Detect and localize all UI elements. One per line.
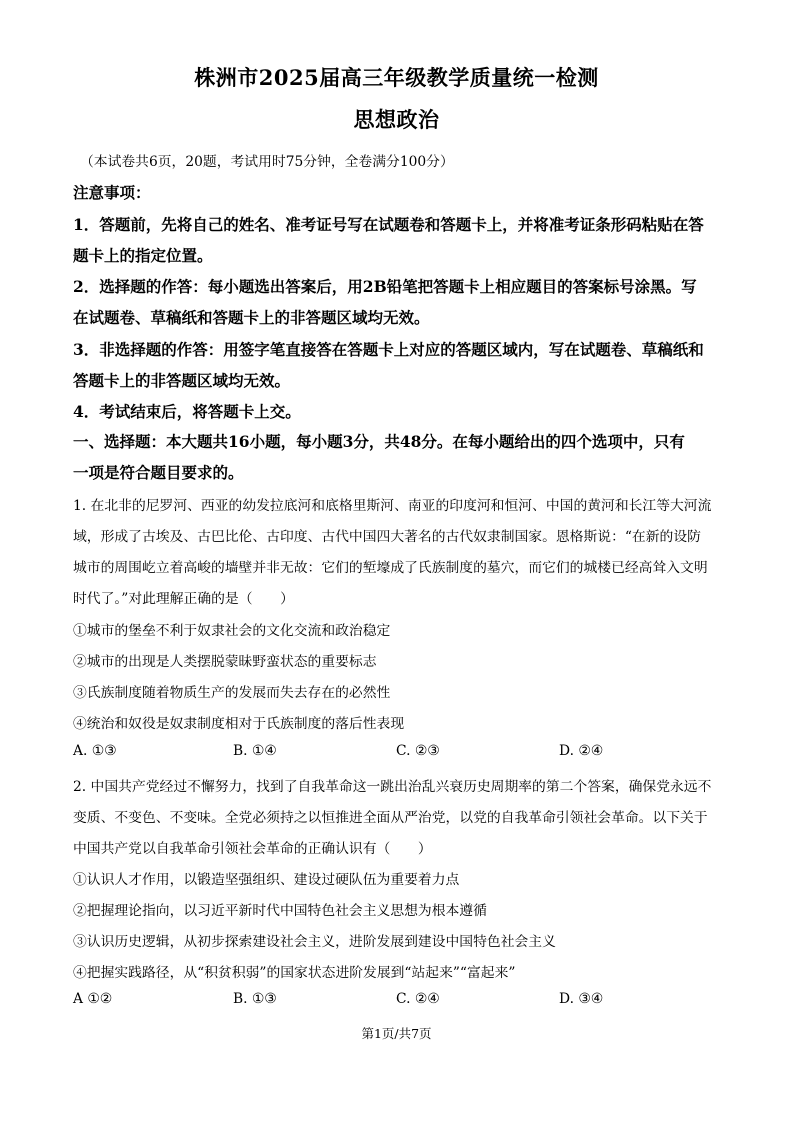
option-a: A. ①③ [73,743,117,759]
option-d: D. ②④ [559,743,604,759]
notice-line: 题卡上的指定位置。 [73,246,213,265]
notice-line: 答题卡上的非答题区域均无效。 [73,371,291,390]
option-d: D. ③④ [559,991,604,1007]
question-stem-line: 城市的周围屹立着高峻的墙壁并非无故：它们的堑壕成了氏族制度的墓穴，而它们的城楼已经高耸入文明 [73,560,708,576]
question-stem-line: 中国共产党以自我革命引领社会革命的正确认识有（ ） [73,841,432,857]
option-c: C. ②④ [396,991,440,1007]
exam-info: （本试卷共6页，20题，考试用时75分钟，全卷满分100分） [80,154,454,170]
notice-line: 3．非选择题的作答：用签字笔直接答在答题卡上对应的答题区域内，写在试题卷、草稿纸和 [73,340,704,359]
question-stem-line: 时代了。”对此理解正确的是（ ） [73,591,294,607]
section-heading-cont: 一项是符合题目要求的。 [73,463,244,482]
statement: ③认识历史逻辑，从初步探索建设社会主义，进阶发展到建设中国特色社会主义 [73,934,556,950]
notice-line: 4．考试结束后，将答题卡上交。 [73,402,301,421]
page-footer: 第1页/共7页 [361,1026,432,1041]
answer-options [73,743,733,763]
option-c: C. ②③ [396,743,440,759]
statement: ④统治和奴役是奴隶制度相对于氏族制度的落后性表现 [73,716,405,732]
statement: ①城市的堡垒不利于奴隶社会的文化交流和政治稳定 [73,623,391,639]
statement: ④把握实践路径，从“积贫积弱”的国家状态进阶发展到“站起来”“富起来” [73,965,516,981]
question-stem-line: 2. 中国共产党经过不懈努力，找到了自我革命这一跳出治乱兴衰历史周期率的第二个答案，确保党永远不 [73,779,712,795]
notice-line: 1．答题前，先将自己的姓名、准考证号写在试题卷和答题卡上，并将准考证条形码粘贴在答 [73,215,704,234]
statement: ③氏族制度随着物质生产的发展而失去存在的必然性 [73,685,391,701]
question-stem-line: 域，形成了古埃及、古巴比伦、古印度、古代中国四大著名的古代奴隶制国家。恩格斯说：“在新的设防 [73,529,701,545]
notice-line: 2．选择题的作答：每小题选出答案后，用2B铅笔把答题卡上相应题目的答案标号涂黑。写 [73,277,697,296]
exam-title: 株洲市2025届高三年级教学质量统一检测 [194,65,599,90]
answer-options [73,991,733,1011]
question-stem-line: 变质、不变色、不变味。全党必须持之以恒推进全面从严治党，以党的自我革命引领社会革命。以下关于 [73,810,708,826]
notice-heading: 注意事项： [73,183,151,202]
statement: ②把握理论指向，以习近平新时代中国特色社会主义思想为根本遵循 [73,903,487,919]
option-b: B. ①③ [233,991,277,1007]
option-b: B. ①④ [233,743,277,759]
statement: ①认识人才作用，以锻造坚强组织、建设过硬队伍为重要着力点 [73,872,460,888]
notice-line: 在试题卷、草稿纸和答题卡上的非答题区域均无效。 [73,308,430,327]
statement: ②城市的出现是人类摆脱蒙昧野蛮状态的重要标志 [73,654,377,670]
question-stem-line: 1. 在北非的尼罗河、西亚的幼发拉底河和底格里斯河、南亚的印度河和恒河、中国的黄河和长江等大河流 [73,498,712,514]
subject-title: 思想政治 [353,107,440,132]
section-heading: 一、选择题：本大题共16小题，每小题3分，共48分。在每小题给出的四个选项中，只有 [73,432,685,451]
option-a: A ①② [73,991,113,1007]
